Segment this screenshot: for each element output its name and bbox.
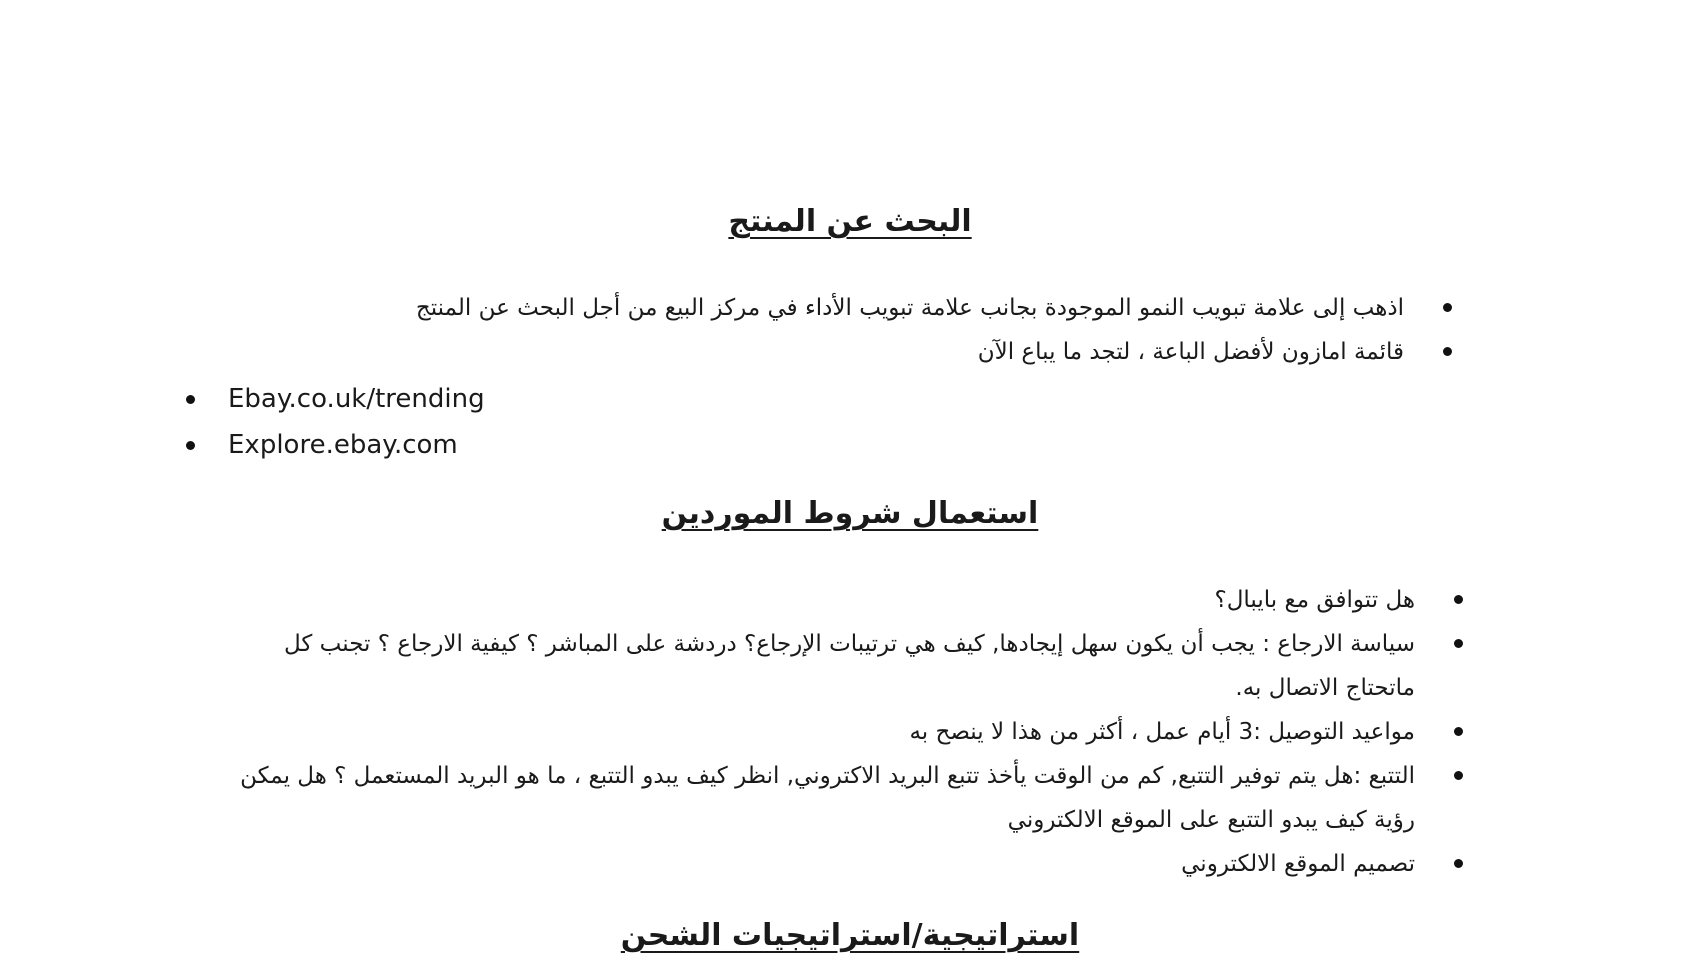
section-heading-shipping-strategy: استراتيجية/استراتيجيات الشحن (620, 918, 1080, 953)
section-heading-supplier-terms: استعمال شروط الموردين (661, 496, 1039, 531)
list-item: تصميم الموقع الالكتروني (210, 842, 1415, 886)
bullet-icon (186, 441, 195, 450)
supplier-terms-list (210, 578, 1415, 886)
product-search-links (186, 376, 485, 468)
list-item: سياسة الارجاع : يجب أن يكون سهل إيجادها, كيف هي ترتيبات الإرجاع؟ دردشة على المباشر ؟ كيفية الارجاع ؟ تجنب كل ماتحتاج الاتصال به. (210, 622, 1415, 710)
section-heading-product-search: البحث عن المنتج (728, 204, 972, 239)
bullet-icon (1454, 771, 1463, 780)
bullet-icon (1454, 859, 1463, 868)
bullet-icon (186, 395, 195, 404)
list-item: Ebay.co.uk/trending (186, 376, 485, 422)
list-item: قائمة امازون لأفضل الباعة ، لتجد ما يباع الآن (416, 330, 1404, 374)
bullet-icon (1443, 347, 1452, 356)
bullet-icon (1454, 639, 1463, 648)
list-item: Explore.ebay.com (186, 422, 485, 468)
list-item: مواعيد التوصيل :3 أيام عمل ، أكثر من هذا لا ينصح به (210, 710, 1415, 754)
bullet-icon (1454, 595, 1463, 604)
list-item: هل تتوافق مع بايبال؟ (210, 578, 1415, 622)
bullet-icon (1443, 303, 1452, 312)
list-item: التتبع :هل يتم توفير التتبع, كم من الوقت يأخذ تتبع البريد الاكتروني, انظر كيف يبدو التتبع ، ما هو البريد المستعمل ؟ هل يمكن رؤية كيف يبدو التتبع على الموقع الالكتروني (210, 754, 1415, 842)
bullet-icon (1454, 727, 1463, 736)
list-item: اذهب إلى علامة تبويب النمو الموجودة بجانب علامة تبويب الأداء في مركز البيع من أجل البحث عن المنتج (416, 286, 1404, 330)
product-search-list (416, 286, 1404, 374)
